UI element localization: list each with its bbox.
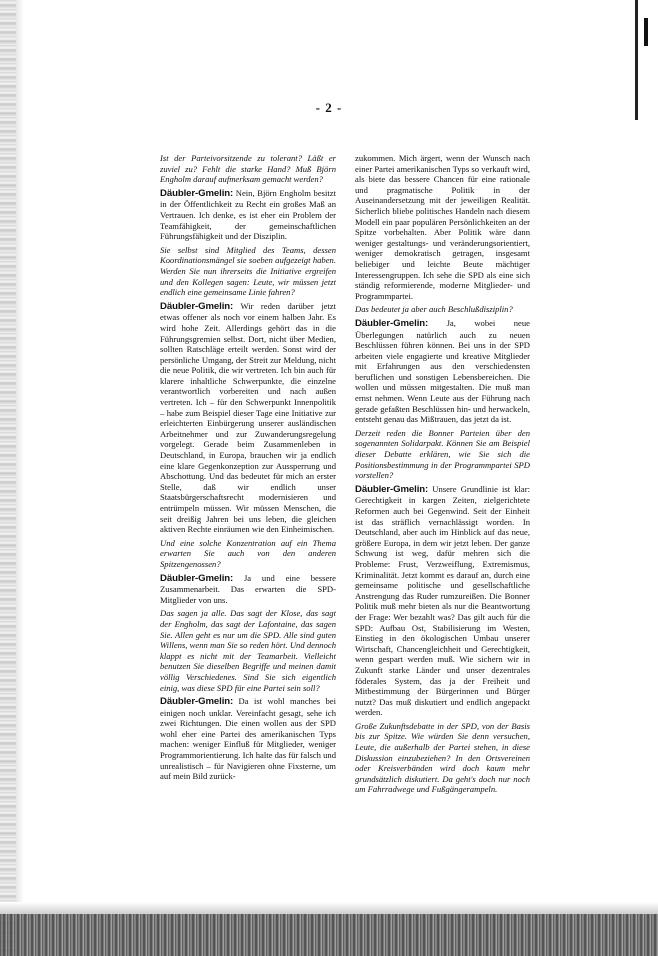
question-6: Derzeit reden die Bonner Parteien über den sogenannten Solidarpakt. Können Sie am Beispiel dieser Debatte erklären, wie Sie sich die Positionsbestimmung in der Programmpartei SPD vorstellen?	[355, 427, 530, 481]
answer-3	[160, 573, 336, 606]
scan-edge-bottom	[0, 914, 658, 956]
scan-mark-right	[644, 18, 648, 46]
answer-6	[355, 484, 530, 718]
answer-2	[160, 301, 336, 535]
speaker-label: Däubler-Gmelin:	[355, 483, 429, 495]
question-7: Große Zukunftsdebatte in der SPD, von der Basis bis zur Spitze. Wie würden Sie denn versuchen, Leute, die außerhalb der Partei stehen, in diese Diskussion einzubeziehen? In den Ortsvereinen oder Kreisverbänden wird doch kaum mehr grundsätzlich diskutiert. Da geht's doch nur noch um Fahrradwege und Fußgängerampeln.	[355, 720, 530, 795]
speaker-label: Däubler-Gmelin:	[355, 317, 429, 329]
answer-continuation: zukommen. Mich ärgert, wenn der Wunsch nach einer Partei amerikanischen Typs so verkauft wird, als biete das bessere Chancen für eine rationale und pragmatische Politik in der Auseinandersetzung mit der jeweiligen Realität. Sicherlich bliebe politisches Handeln nach diesem Modell ein paar populären Persönlichkeiten an der Spitze vorbehalten. Aber Politik wäre dann weniger gestaltungs- und veränderungsorientiert, weniger demokratisch getragen, insgesamt beliebiger und leichte Beute mächtiger Interessengruppen. Ich sehe die SPD als eine sich ständig reformierende, moderne Mitglieder- und Programmpartei.	[355, 153, 530, 301]
question-4: Das sagen ja alle. Das sagt der Klose, das sagt der Engholm, das sagt der Lafontaine, das sagen Sie. Allen geht es nur um die SPD. Alle sind guten Willens, wenn man Sie so reden hört. Und dennoch klappt es nicht mit der Teamarbeit. Vielleicht benutzen Sie dieselben Begriffe und meinen damit völlig Verschiedenes. Sind Sie sich eigentlich einig, was diese SPD für eine Partei sein soll?	[160, 608, 336, 693]
answer-text: Wir reden darüber jetzt etwas offener als noch vor einem halben Jahr. Es wird hohe Zeit. Allerdings gehört das in die Führungsgremien selbst. Dort, nicht über Medien, sollten Ratschläge erteilt werden. Sonst wird der persönliche Umgang, der Streit zur Meldung, nicht die neue Politik, die wir vertreten. Ich bin auch für klarere inhaltliche Schwerpunkte, die einzelne verantwortlich vorbereiten und nach außen vertreten. Ich – für den Schwerpunkt Innenpolitik – habe zum Beispiel dieser Tage eine Initiative zur erleichterten Einbürgerung unserer ausländischen Arbeitnehmer und zur Zuwanderungsregelung vorgelegt. Gerade beim Zusammenleben in Deutschland, in Europa, brauchen wir ja endlich eine klare Gegenkonzeption zur Aussperrung und Abschottung. Und das bedeutet für mich an erster Stelle, daß wir endlich unser Staatsbürgerschaftsrecht modernisieren und entrümpeln müssen. Wir müssen Menschen, die seit dreißig Jahren bei uns leben, die gleichen aktiven Rechte einräumen wie den Einheimischen.	[160, 300, 336, 535]
page-number: - 2 -	[315, 100, 343, 115]
speaker-label: Däubler-Gmelin:	[160, 300, 234, 312]
question-3: Und eine solche Konzentration auf ein Thema erwarten Sie auch von den anderen Spitzengenossen?	[160, 537, 336, 569]
answer-text: Da ist wohl manches bei einigen noch unklar. Vereinfacht gesagt, sehe ich zwei Richtungen. Die einen wollen aus der SPD wohl eher eine Partei des amerikanischen Typs machen: weniger Einfluß für Mitglieder, weniger Programmorientierung. Ich halte das für falsch und unrealistisch – für Navigieren ohne Fixsterne, um auf mein Bild zurück-	[160, 696, 336, 782]
scan-edge-left	[0, 0, 16, 956]
speaker-label: Däubler-Gmelin:	[160, 187, 234, 199]
answer-text: Ja und eine bessere Zusammenarbeit. Das erwarten die SPD-Mitglieder von uns.	[160, 572, 336, 605]
answer-5	[355, 318, 530, 425]
answer-4	[160, 696, 336, 782]
answer-1	[160, 188, 336, 242]
question-2: Sie selbst sind Mitglied des Teams, dessen Koordinationsmängel sie soeben aufgezeigt haben. Werden Sie nun ihrerseits die Initiative ergreifen und den Kollegen sagen: Leute, wir müssen jetzt endlich eine gemeinsame Linie fahren?	[160, 244, 336, 298]
question-5: Das bedeutet ja aber auch Beschlußdisziplin?	[355, 304, 513, 315]
question-1: Ist der Parteivorsitzende zu tolerant? Läßt er zuviel zu? Fehlt die starke Hand? Muß Björn Engholm darauf aufmerksam gemacht werden?	[160, 153, 336, 185]
scan-shadow-left	[16, 0, 24, 956]
answer-text: Ja, wobei neue Überlegungen natürlich auch zu neuen Beschlüssen führen können. Bei uns in der SPD arbeiten viele engagierte und kreative Mitglieder mit Erfahrungen aus den verschiedensten beruflichen und sonstigen Lebensbereichen. Die wollen und müssen mitgestalten. Die muß man ernst nehmen. Wenn Leute aus der Führung nach gerade gefaßten Beschlüssen hin- und herwackeln, entsteht genau das Mißtrauen, das jetzt da ist.	[355, 317, 530, 425]
answer-text: Nein, Björn Engholm besitzt in der Öffentlichkeit zu Recht ein großes Maß an Vertrauen. Ich denke, es ist eher ein Problem der Teamfähigkeit, der gemeinschaftlichen Führungsfähigkeit und der Disziplin.	[160, 187, 336, 242]
text-column-right	[355, 153, 530, 798]
scan-shadow-bottom	[0, 902, 658, 914]
speaker-label: Däubler-Gmelin:	[160, 696, 234, 708]
text-column-left	[160, 153, 336, 785]
speaker-label: Däubler-Gmelin:	[160, 572, 234, 584]
answer-text: Unsere Grundlinie ist klar: Gerechtigkeit in kargen Zeiten, zielgerichtete Reformen auch bei Gegenwind. Seit der Einheit ist das sträflich vernachlässigt worden. In Deutschland, aber auch im Hinblick auf das neue, größere Europa, in dem wir jetzt leben. Der ganze Schwung ist weg, dafür mehren sich die Probleme: Frust, Verzweiflung, Extremismus, Kriminalität. Jetzt kommt es darauf an, durch eine gemeinsame politische und gesellschaftliche Anstrengung das Ruder rumzureißen. Die Bonner Politik muß mehr bieten als nur die Beantwortung der Frage: Wer bezahlt was? Das gilt auch für die SPD: Aufbau Ost, Stabilisierung im Westen, Einstieg in den ökologischen Umbau unserer Wirtschaft, Chancengleichheit und Gerechtigkeit, wenn gespart werden muß. Wie sichern wir in Zukunft starke Länder und unser dezentrales föderales System, das ja der Freiheit und Mitbestimmung der Bürgerinnen und Bürger nutzt? Das muß diskutiert und endlich angepackt werden.	[355, 483, 530, 718]
